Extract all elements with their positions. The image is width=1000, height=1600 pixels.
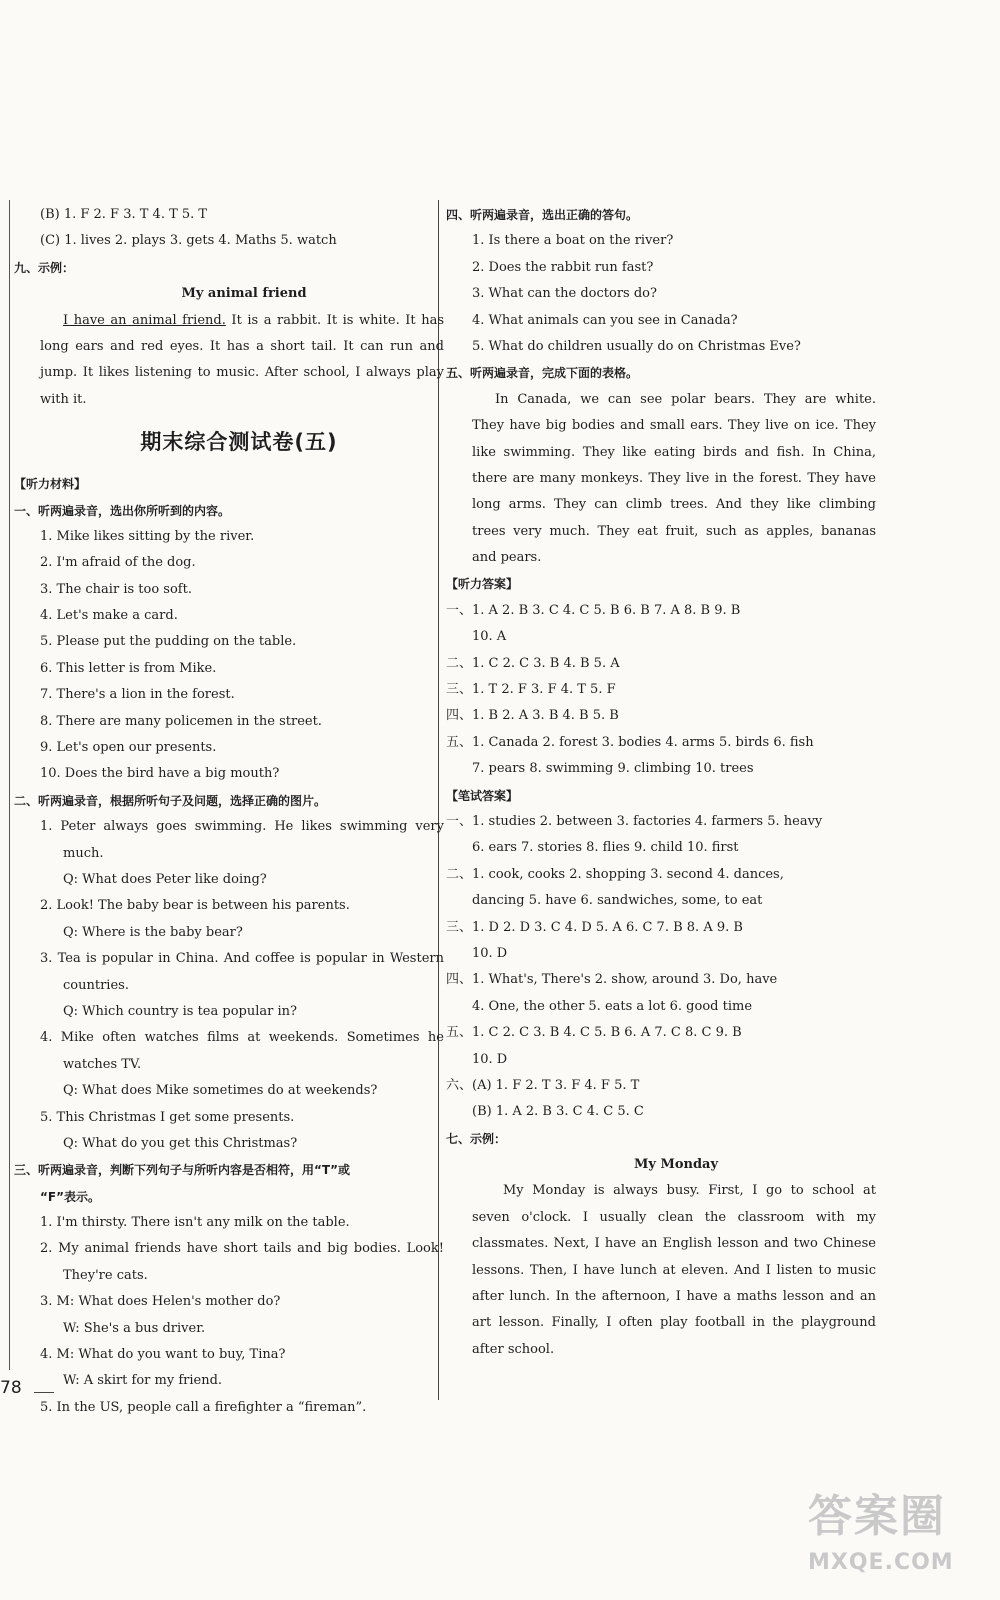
right-text-line: like swimming. They like eating birds and fish. In China, — [472, 444, 876, 460]
right-text-line: there are many monkeys. They live in the forest. They have — [472, 470, 876, 486]
page-number: 78 — [0, 1378, 22, 1398]
watermark — [808, 1480, 988, 1590]
right-text-line: long arms. They can climb trees. And they like climbing — [472, 497, 876, 513]
right-text-line: 5. What do children usually do on Christmas Eve? — [472, 338, 801, 354]
right-text-line: trees very much. They eat fruit, such as apples, bananas — [472, 523, 876, 539]
left-text-line: much. — [63, 845, 104, 861]
right-text-line: 二、1. cook, cooks 2. shopping 3. second 4. dances, — [446, 866, 784, 882]
left-text-line: 2. Look! The baby bear is between his parents. — [40, 898, 350, 914]
right-text-line: 6. ears 7. stories 8. flies 9. child 10. first — [472, 840, 739, 856]
left-text-line: Q: What does Mike sometimes do at weekends? — [63, 1083, 378, 1099]
left-text-line: jump. It likes listening to music. After school, I always play — [40, 365, 444, 381]
right-text-line: 4. One, the other 5. eats a lot 6. good time — [472, 998, 753, 1014]
left-text-line: 【听力材料】 — [14, 477, 87, 492]
right-text-line: lessons. Then, I have lunch at eleven. And I listen to music — [472, 1262, 876, 1278]
right-text-line: classmates. Next, I have an English lesson and two Chinese — [472, 1236, 876, 1252]
left-text-line: 2. I'm afraid of the dog. — [40, 555, 196, 571]
left-text-line: 5. Please put the pudding on the table. — [40, 634, 297, 650]
left-text-line: (B) 1. F 2. F 3. T 4. T 5. T — [40, 207, 208, 222]
right-text-line: 2. Does the rabbit run fast? — [472, 259, 654, 275]
left-text-line: 4. Let's make a card. — [40, 608, 178, 624]
right-text-line: 四、1. B 2. A 3. B 4. B 5. B — [446, 708, 619, 724]
left-text-line: “F”表示。 — [40, 1189, 100, 1204]
left-text-line: Q: What does Peter like doing? — [63, 871, 267, 887]
right-text-line: after lunch. In the afternoon, I have a maths lesson and an — [472, 1289, 876, 1305]
right-text-line: and pears. — [472, 550, 542, 566]
left-text-line: Q: What do you get this Christmas? — [63, 1135, 298, 1151]
right-text-line: dancing 5. have 6. sandwiches, some, to eat — [472, 893, 763, 909]
watermark-logo-text: 答案圈 — [808, 1491, 946, 1542]
left-text-line: 4. M: What do you want to buy, Tina? — [40, 1347, 286, 1363]
left-text-line: 1. Peter always goes swimming. He likes swimming very — [40, 819, 444, 835]
right-text-line: 3. What can the doctors do? — [472, 286, 657, 302]
left-text-line: 3. M: What does Helen's mother do? — [40, 1294, 281, 1310]
left-text-line: 二、听两遍录音，根据所听句子及问题，选择正确的图片。 — [14, 793, 327, 808]
left-text-line: 1. Mike likes sitting by the river. — [40, 528, 255, 544]
right-text-line: My Monday is always busy. First, I go to school at — [503, 1183, 876, 1199]
left-text-line: 2. My animal friends have short tails and big bodies. Look! — [40, 1241, 444, 1257]
right-text-line: 四、听两遍录音，选出正确的答句。 — [446, 208, 639, 222]
right-text-line: 4. What animals can you see in Canada? — [472, 312, 738, 328]
right-text-line: My Monday — [633, 1157, 719, 1173]
left-text-line: with it. — [40, 391, 87, 407]
left-text-line: 5. This Christmas I get some presents. — [40, 1109, 295, 1125]
left-text-line: (C) 1. lives 2. plays 3. gets 4. Maths 5. watch — [40, 233, 337, 249]
page-edge-rule — [9, 200, 10, 1370]
left-text-line: 9. Let's open our presents. — [40, 740, 217, 756]
right-text-line: 10. D — [472, 945, 508, 961]
right-text-line: after school. — [472, 1341, 555, 1357]
right-text-line: They have big bodies and small ears. They live on ice. They — [472, 418, 876, 434]
left-text-line: 一、听两遍录音，选出你所听到的内容。 — [14, 503, 231, 518]
left-text-line: Q: Which country is tea popular in? — [63, 1003, 297, 1019]
left-text-line: 期末综合测试卷(五) — [140, 430, 338, 455]
left-text-line: 九、示例： — [14, 260, 75, 275]
right-text-line: art lesson. Finally, I often play football in the playground — [472, 1315, 876, 1331]
right-text-line: 二、1. C 2. C 3. B 4. B 5. A — [446, 655, 620, 671]
left-text-line: 5. In the US, people call a firefighter a “fireman”. — [40, 1399, 367, 1415]
left-text-line: W: She's a bus driver. — [63, 1320, 206, 1336]
left-text-line: 8. There are many policemen in the street. — [40, 713, 322, 729]
left-text-line: 7. There's a lion in the forest. — [40, 687, 235, 703]
right-text-line: 10. A — [472, 629, 507, 645]
right-text-line: 五、1. C 2. C 3. B 4. C 5. B 6. A 7. C 8. C 9. B — [446, 1025, 742, 1041]
underlined-text: I have an animal friend. — [63, 312, 226, 328]
right-text-line: 【笔试答案】 — [446, 788, 519, 803]
right-text-line: 【听力答案】 — [446, 577, 519, 592]
right-text-line: 六、(A) 1. F 2. T 3. F 4. F 5. T — [446, 1077, 640, 1093]
left-text-line: 3. The chair is too soft. — [40, 581, 192, 597]
page-number-dash — [34, 1392, 54, 1393]
left-text-line: 6. This letter is from Mike. — [40, 660, 217, 676]
left-text-line: 1. I'm thirsty. There isn't any milk on the table. — [40, 1215, 350, 1231]
right-text-line: 七、示例： — [446, 1131, 507, 1146]
left-text-line: They're cats. — [63, 1267, 148, 1283]
left-text-line: watches TV. — [63, 1056, 142, 1072]
left-text-line: 3. Tea is popular in China. And coffee is popular in Western — [40, 951, 444, 967]
right-text-line: 7. pears 8. swimming 9. climbing 10. trees — [472, 761, 754, 777]
left-text-line: 10. Does the bird have a big mouth? — [40, 766, 280, 782]
right-text-line: 10. D — [472, 1051, 508, 1067]
right-text-line: 四、1. What's, There's 2. show, around 3. Do, have — [446, 972, 778, 988]
left-text-line: My animal friend — [181, 286, 307, 302]
left-text-line: long ears and red eyes. It has a short tail. It can run and — [40, 338, 444, 354]
left-text-line: 4. Mike often watches films at weekends. Sometimes he — [40, 1030, 444, 1046]
right-column — [446, 202, 876, 1363]
watermark-url: MXQE.COM — [808, 1550, 954, 1575]
right-text-line: 1. Is there a boat on the river? — [472, 233, 674, 249]
right-text-line: 一、1. A 2. B 3. C 4. C 5. B 6. B 7. A 8. B 9. B — [446, 602, 741, 618]
left-text-line: W: A skirt for my friend. — [63, 1373, 223, 1389]
right-text-line: 三、1. D 2. D 3. C 4. D 5. A 6. C 7. B 8. A 9. B — [446, 919, 743, 935]
right-text-line: 五、听两遍录音，完成下面的表格。 — [446, 366, 639, 381]
left-text-line: 三、听两遍录音，判断下列句子与所听内容是否相符，用“T”或 — [14, 1163, 350, 1178]
right-text-line: (B) 1. A 2. B 3. C 4. C 5. C — [472, 1104, 644, 1120]
left-text-line: Q: Where is the baby bear? — [63, 924, 243, 940]
right-text-line: 一、1. studies 2. between 3. factories 4. farmers 5. heavy — [446, 813, 823, 829]
right-text-line: seven o'clock. I usually clean the classroom with my — [472, 1209, 876, 1225]
right-text-line: In Canada, we can see polar bears. They are white. — [495, 391, 876, 407]
right-text-line: 五、1. Canada 2. forest 3. bodies 4. arms 5. birds 6. fish — [446, 734, 814, 750]
left-column — [14, 202, 444, 1421]
left-text-line: countries. — [63, 977, 129, 993]
right-text-line: 三、1. T 2. F 3. F 4. T 5. F — [446, 682, 616, 698]
left-text-line: I have an animal friend. It is a rabbit. It is white. It has — [63, 312, 444, 328]
